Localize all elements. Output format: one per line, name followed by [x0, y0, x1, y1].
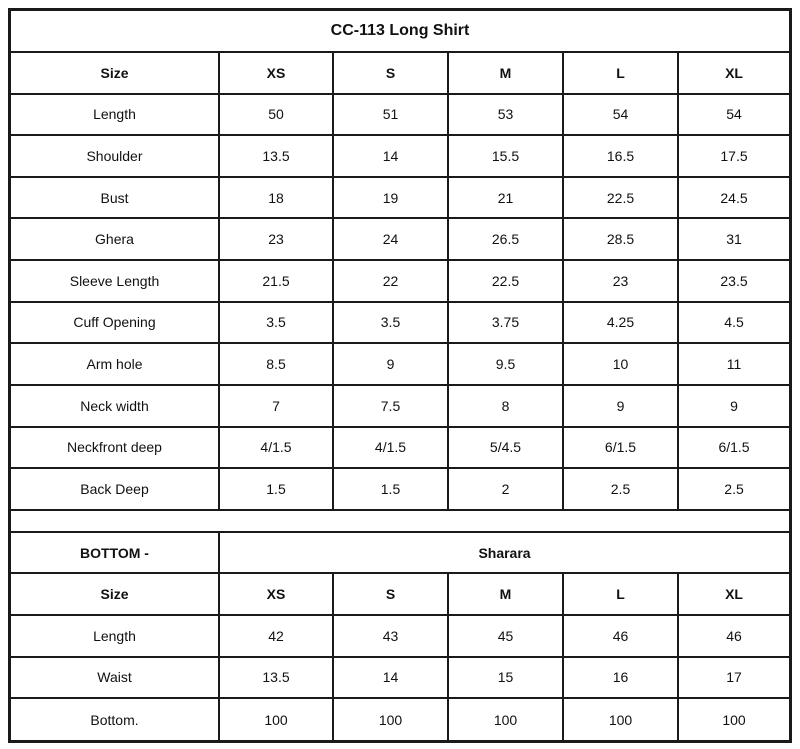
table-cell: 8	[448, 385, 563, 427]
table-cell: 9	[333, 343, 448, 385]
table-cell: 18	[219, 177, 333, 219]
table-cell: 2	[448, 468, 563, 510]
row-label: Length	[11, 615, 219, 657]
table-cell: 4/1.5	[333, 427, 448, 469]
table-cell: 16.5	[563, 135, 678, 177]
table-cell: 5/4.5	[448, 427, 563, 469]
size-header-l: L	[563, 573, 678, 615]
table-row	[11, 260, 789, 302]
table-cell: 22.5	[448, 260, 563, 302]
table-cell: 14	[333, 135, 448, 177]
table-cell: 15.5	[448, 135, 563, 177]
table-cell: 17.5	[678, 135, 789, 177]
table-cell: 50	[219, 94, 333, 136]
table-cell: 19	[333, 177, 448, 219]
table-cell: 23	[563, 260, 678, 302]
bottom-section-name: Sharara	[219, 532, 789, 574]
row-label: Shoulder	[11, 135, 219, 177]
table-cell: 14	[333, 657, 448, 699]
table-cell: 46	[563, 615, 678, 657]
section-spacer	[11, 510, 789, 532]
table-row	[11, 135, 789, 177]
table-cell: 100	[563, 698, 678, 740]
size-chart-frame	[8, 8, 792, 743]
size-header-xl: XL	[678, 573, 789, 615]
table-cell: 3.75	[448, 302, 563, 344]
table-cell: 21.5	[219, 260, 333, 302]
table-row	[11, 698, 789, 740]
table-cell: 54	[678, 94, 789, 136]
table-cell: 1.5	[219, 468, 333, 510]
table-cell: 46	[678, 615, 789, 657]
table-cell: 9	[563, 385, 678, 427]
table-cell: 4/1.5	[219, 427, 333, 469]
table-cell: 4.5	[678, 302, 789, 344]
table-cell: 3.5	[333, 302, 448, 344]
size-header-xs: XS	[219, 52, 333, 94]
row-label: Bust	[11, 177, 219, 219]
row-label: Sleeve Length	[11, 260, 219, 302]
size-header-l: L	[563, 52, 678, 94]
table-cell: 54	[563, 94, 678, 136]
table-row	[11, 615, 789, 657]
row-label: Ghera	[11, 218, 219, 260]
table-row	[11, 177, 789, 219]
table-cell: 28.5	[563, 218, 678, 260]
row-label: Bottom.	[11, 698, 219, 740]
table-cell: 31	[678, 218, 789, 260]
size-header-m: M	[448, 52, 563, 94]
size-chart-table	[11, 11, 789, 740]
bottom-header-row	[11, 573, 789, 615]
table-cell: 100	[448, 698, 563, 740]
table-cell: 2.5	[563, 468, 678, 510]
table-cell: 10	[563, 343, 678, 385]
table-row	[11, 657, 789, 699]
table-cell: 22	[333, 260, 448, 302]
table-cell: 45	[448, 615, 563, 657]
table-cell: 11	[678, 343, 789, 385]
row-label: Waist	[11, 657, 219, 699]
table-cell: 4.25	[563, 302, 678, 344]
size-column-header: Size	[11, 573, 219, 615]
table-cell: 1.5	[333, 468, 448, 510]
table-row	[11, 385, 789, 427]
table-row	[11, 343, 789, 385]
bottom-section-row	[11, 532, 789, 574]
table-cell: 17	[678, 657, 789, 699]
spacer-cell	[11, 510, 789, 532]
table-cell: 26.5	[448, 218, 563, 260]
size-header-s: S	[333, 52, 448, 94]
table-cell: 9	[678, 385, 789, 427]
table-cell: 6/1.5	[678, 427, 789, 469]
table-row	[11, 468, 789, 510]
table-cell: 100	[678, 698, 789, 740]
row-label: Length	[11, 94, 219, 136]
size-header-xs: XS	[219, 573, 333, 615]
table-cell: 21	[448, 177, 563, 219]
table-row	[11, 427, 789, 469]
table-row	[11, 94, 789, 136]
table-cell: 7	[219, 385, 333, 427]
size-column-header: Size	[11, 52, 219, 94]
table-cell: 9.5	[448, 343, 563, 385]
row-label: Back Deep	[11, 468, 219, 510]
table-cell: 2.5	[678, 468, 789, 510]
size-header-xl: XL	[678, 52, 789, 94]
table-cell: 23.5	[678, 260, 789, 302]
row-label: Neckfront deep	[11, 427, 219, 469]
table-cell: 13.5	[219, 135, 333, 177]
bottom-section-label: BOTTOM -	[11, 532, 219, 574]
row-label: Neck width	[11, 385, 219, 427]
table-cell: 24.5	[678, 177, 789, 219]
table-cell: 8.5	[219, 343, 333, 385]
top-header-row	[11, 52, 789, 94]
size-header-s: S	[333, 573, 448, 615]
row-label: Cuff Opening	[11, 302, 219, 344]
table-cell: 6/1.5	[563, 427, 678, 469]
size-header-m: M	[448, 573, 563, 615]
chart-title: CC-113 Long Shirt	[11, 11, 789, 52]
table-cell: 100	[333, 698, 448, 740]
table-cell: 23	[219, 218, 333, 260]
table-cell: 13.5	[219, 657, 333, 699]
row-label: Arm hole	[11, 343, 219, 385]
table-row	[11, 302, 789, 344]
table-cell: 100	[219, 698, 333, 740]
table-cell: 15	[448, 657, 563, 699]
table-cell: 7.5	[333, 385, 448, 427]
table-cell: 53	[448, 94, 563, 136]
table-row	[11, 218, 789, 260]
table-cell: 51	[333, 94, 448, 136]
table-cell: 16	[563, 657, 678, 699]
table-cell: 43	[333, 615, 448, 657]
table-cell: 22.5	[563, 177, 678, 219]
table-cell: 3.5	[219, 302, 333, 344]
table-cell: 24	[333, 218, 448, 260]
table-cell: 42	[219, 615, 333, 657]
